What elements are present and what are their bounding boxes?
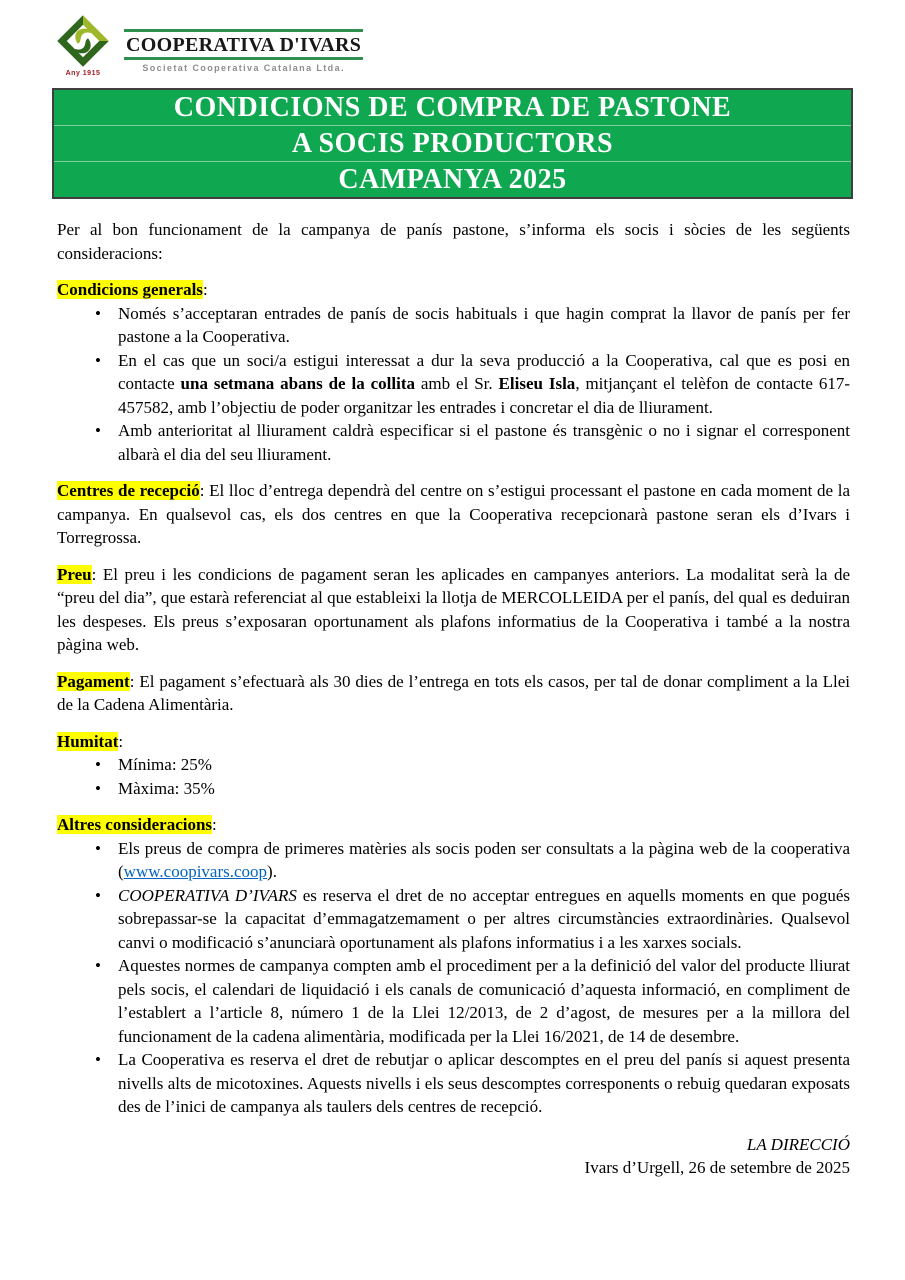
text-run: La Cooperativa es reserva el dret de rebutjar o aplicar descomptes en el preu del panís si aquest presenta nivells alts de micotoxines. Aquests nivells i els seus descomptes corresponents o rebuig quedaran exposats des de l’inici de campanya als taulers dels centres de recepció. [118, 1050, 850, 1116]
centres-recepcio-paragraph [57, 479, 850, 550]
text-run: Màxima: 35% [118, 778, 215, 798]
banner-title-line-1: CONDICIONS DE COMPRA DE PASTONE [173, 92, 732, 123]
list-item [118, 349, 850, 420]
list-item [118, 954, 850, 1048]
text-run: Condicions generals [57, 280, 203, 299]
text-run: Per al bon funcionament de la campanya de panís pastone, s’informa els socis i sòcies de les següents consideracions: [57, 220, 850, 263]
text-run: : El preu i les condicions de pagament seran les aplicades en campanyes anteriors. La modalitat serà la de “preu del dia”, que estarà referenciat al que estableixi la llotja de MERCOLLEIDA per el panís, del qual es deduiran les despeses. Els preus s’exposaran oportunament als plafons informatius de la Cooperativa i també a la nostra pàgina web. [57, 564, 850, 654]
intro-paragraph [57, 218, 850, 265]
text-run: es reserva el dret de no acceptar entregues en aquells moments en que pogués sobrepassar-se la capacitat d’emmagatzemament o per altres circumstàncies extraordinàries. Qualsevol canvi o modificació s’anunciarà oportunament als plafons informatius i a les xarxes socials. [118, 885, 850, 952]
text-run: En el cas que un soci/a estigui interessat a dur la seva producció a la Cooperativa, cal que es posi en contacte [118, 350, 850, 393]
text-run: Mínima: 25% [118, 755, 212, 774]
text-run: Amb anterioritat al lliurament caldrà especificar si el pastone és transgènic o no i signar el corresponent albarà el dia del seu lliurament. [118, 421, 850, 464]
text-run: Altres consideracions [57, 815, 213, 834]
pagament-paragraph [57, 670, 850, 717]
text-run: : [202, 280, 208, 299]
text-run: una setmana abans de la collita [180, 374, 415, 393]
text-run: , mitjançant el telèfon de contacte 617-457582, amb l’objectiu de poder organitzar les entrades i concretar el dia de lliurament. [118, 374, 850, 417]
list-item [118, 1048, 850, 1119]
condicions-generals-list [57, 302, 850, 467]
text-run: amb el Sr. [414, 374, 499, 393]
section-heading-condicions-generals [57, 278, 850, 302]
text-run: : El pagament s’efectuarà als 30 dies de l’entrega en tots els casos, per tal de donar compliment a la Llei de la Cadena Alimentària. [57, 671, 850, 714]
text-run: : El lloc d’entrega dependrà del centre on s’estigui processant el pastone en cada moment de la campanya. En qualsevol cas, els dos centres en que la Cooperativa recepcionarà pastone seran els d’Ivars i Torregrossa. [57, 481, 851, 547]
logo-year-badge: Any 1915 [65, 70, 101, 77]
signature-role: LA DIRECCIÓ [746, 1134, 850, 1154]
letterhead [52, 13, 363, 77]
list-item [118, 837, 850, 884]
preu-paragraph [57, 563, 850, 657]
list-item [118, 302, 850, 349]
list-item [118, 884, 850, 955]
text-run: COOPERATIVA D’IVARS [118, 885, 297, 905]
cooperativa-logo [52, 13, 114, 77]
banner-title-line-3: CAMPANYA 2025 [54, 161, 851, 197]
signature-block [57, 1133, 850, 1180]
list-item [118, 777, 850, 801]
text-run: Centres de recepció [57, 481, 200, 500]
text-run: Els preus de compra de primeres matèries als socis poden ser consultats a la pàgina web de la cooperativa ( [118, 838, 850, 881]
text-run: : [212, 815, 217, 834]
text-run: Preu [57, 564, 92, 584]
list-item [118, 419, 850, 466]
logo-emblem-icon [54, 13, 112, 69]
text-run: Aquestes normes de campanya compten amb el procediment per a la definició del valor del producte lliurat pels socis, el calendari de liquidació i els canals de comunicació d’aquesta informació, en compliment de l’establert a l’article 8, número 1 de la Llei 12/2013, de 2 d’agost, de mesures per a la millora del funcionament de la cadena alimentària, modificada per la Llei 16/2021, de 14 de desembre. [118, 956, 850, 1046]
section-heading-altres-consideracions [57, 813, 850, 837]
text-run: ). [267, 862, 277, 881]
humitat-list [57, 753, 850, 800]
brand-name: COOPERATIVA D'IVARS [126, 34, 362, 56]
text-run: Humitat [57, 731, 119, 751]
wordmark-rule-bottom [124, 57, 363, 60]
altres-consideracions-list [57, 837, 850, 1119]
section-heading-humitat [57, 730, 850, 754]
coopivars-website-link[interactable]: www.coopivars.coop [123, 862, 268, 881]
brand-subtitle: Societat Cooperativa Catalana Ltda. [142, 63, 345, 73]
list-item [118, 753, 850, 777]
text-run: Pagament [57, 671, 130, 691]
document-body [57, 218, 850, 1180]
text-run: Només s’acceptaran entrades de panís de socis habituals i que hagin comprat la llavor de panís per fer pastone a la Cooperativa. [118, 303, 850, 346]
text-run: : [118, 731, 124, 751]
banner-title-line-2: A SOCIS PRODUCTORS [54, 125, 851, 161]
signature-place-date: Ivars d’Urgell, 26 de setembre de 2025 [584, 1158, 850, 1177]
text-run: Eliseu Isla [498, 374, 576, 393]
title-banner [52, 88, 853, 199]
logo-wordmark [124, 29, 363, 73]
